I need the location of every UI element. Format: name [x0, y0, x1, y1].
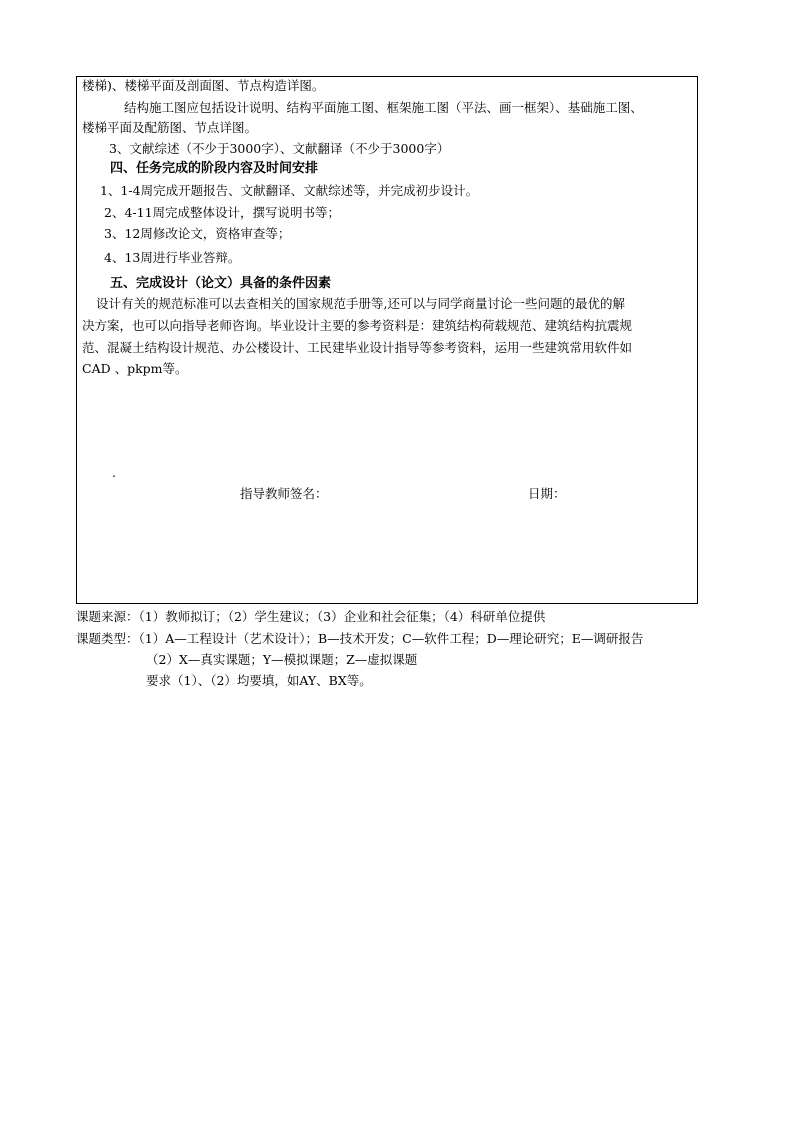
signature-dot: .	[112, 465, 116, 480]
footer-topic-type-line3: 要求（1）、（2）均要填，如AY、BX等。	[146, 673, 372, 688]
section3-line4: 3、文献综述（不少于3000字）、文献翻译（不少于3000字）	[109, 141, 450, 156]
footer-topic-source: 课题来源：（1）教师拟订；（2）学生建议；（3）企业和社会征集；（4）科研单位提供	[76, 609, 546, 624]
section5-line1: 设计有关的规范标准可以去查相关的国家规范手册等,还可以与同学商量讨论一些问题的最优的解	[96, 296, 625, 311]
section4-item-2: 2、4-11周完成整体设计，撰写说明书等；	[104, 205, 341, 220]
section5-heading: 五、完成设计（论文）具备的条件因素	[110, 276, 332, 291]
section5-line3: 范、混凝土结构设计规范、办公楼设计、工民建毕业设计指导等参考资料，运用一些建筑常用软件如	[82, 340, 633, 355]
section5-line4: CAD 、pkpm等。	[82, 361, 188, 376]
section4-heading: 四、任务完成的阶段内容及时间安排	[110, 161, 319, 176]
footer-topic-type-line2: （2）X—真实课题；Y—模拟课题；Z—虚拟课题	[146, 652, 418, 667]
section4-item-4: 4、13周进行毕业答辩。	[104, 250, 241, 265]
section5-line2: 决方案，也可以向指导老师咨询。毕业设计主要的参考资料是：建筑结构荷载规范、建筑结构抗震规	[82, 318, 633, 333]
section3-line2: 结构施工图应包括设计说明、结构平面施工图、框架施工图（平法、画一框架）、基础施工图、	[124, 100, 643, 115]
footer-topic-type-line1: 课题类型：（1）A—工程设计（艺术设计）；B—技术开发；C—软件工程；D—理论研究；E—调研报告	[76, 631, 644, 646]
date-label: 日期：	[528, 486, 566, 501]
section4-item-3: 3、12周修改论文，资格审查等；	[104, 226, 291, 241]
section4-item-1: 1、1-4周完成开题报告、文献翻译、文献综述等，并完成初步设计。	[100, 183, 479, 198]
teacher-signature-label: 指导教师签名：	[240, 486, 328, 501]
section3-line1: 楼梯)、楼梯平面及剖面图、节点构造详图。	[82, 78, 325, 93]
section3-line3: 楼梯平面及配筋图、节点详图。	[82, 120, 258, 135]
